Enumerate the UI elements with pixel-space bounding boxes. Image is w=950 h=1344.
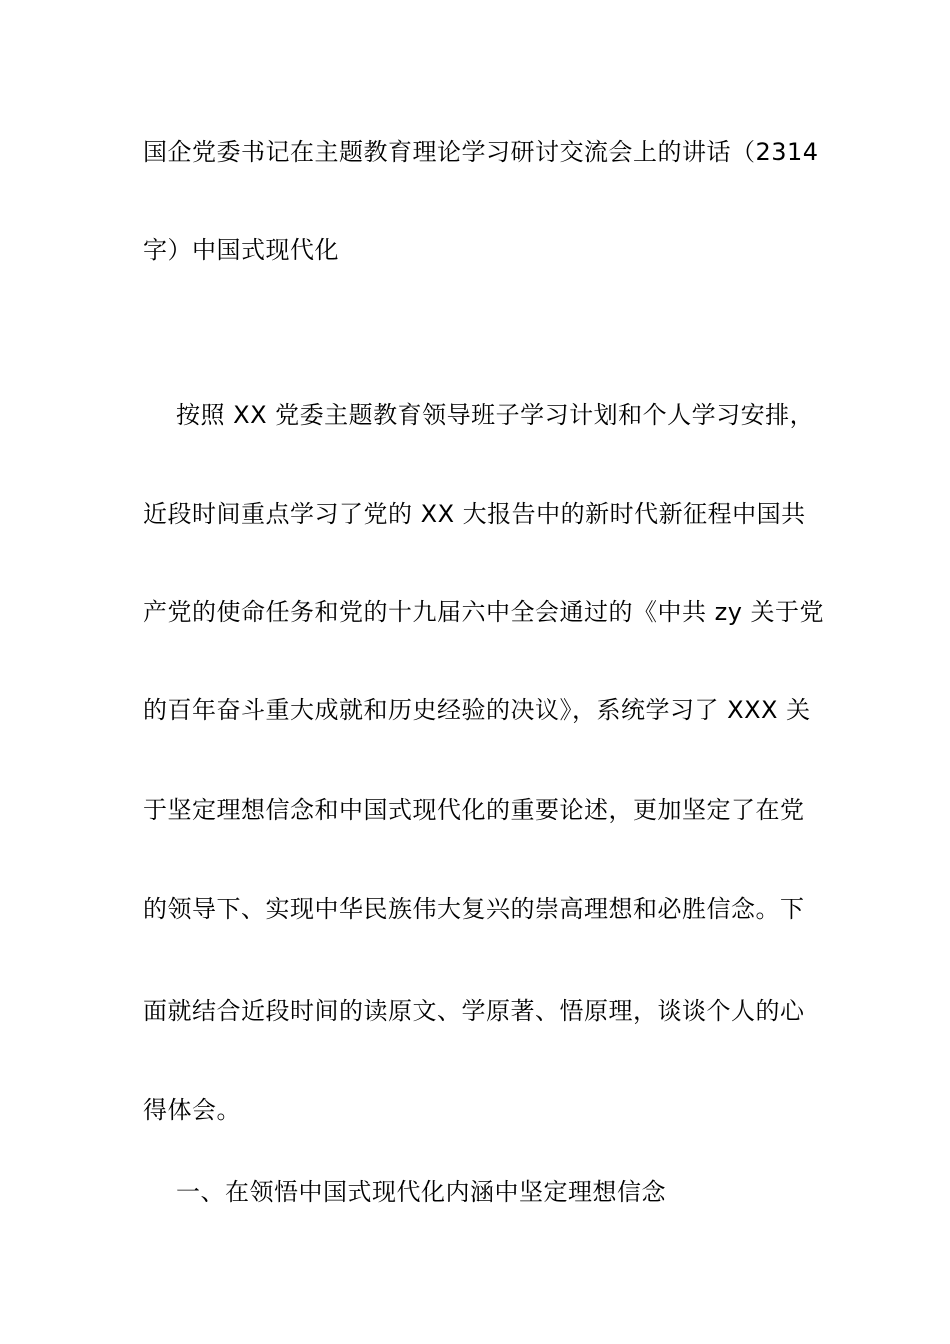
document-title-line-2: 字）中国式现代化 [143,236,339,264]
paragraph-line-3: 产党的使命任务和党的十九届六中全会通过的《中共 zy 关于党 [143,598,825,626]
paragraph-line-4: 的百年奋斗重大成就和历史经验的决议》，系统学习了 XXX 关 [143,696,811,724]
paragraph-line-6: 的领导下、实现中华民族伟大复兴的崇高理想和必胜信念。下 [143,895,805,923]
document-title-line-1: 国企党委书记在主题教育理论学习研讨交流会上的讲话（2314 [143,138,819,166]
paragraph-line-8: 得体会。 [143,1096,241,1124]
paragraph-line-2: 近段时间重点学习了党的 XX 大报告中的新时代新征程中国共 [143,500,806,528]
paragraph-line-7: 面就结合近段时间的读原文、学原著、悟原理，谈谈个人的心 [143,997,805,1025]
section-heading: 一、在领悟中国式现代化内涵中坚定理想信念 [176,1178,666,1206]
paragraph-line-5: 于坚定理想信念和中国式现代化的重要论述，更加坚定了在党 [143,796,805,824]
paragraph-line-1: 按照 XX 党委主题教育领导班子学习计划和个人学习安排， [176,401,815,429]
